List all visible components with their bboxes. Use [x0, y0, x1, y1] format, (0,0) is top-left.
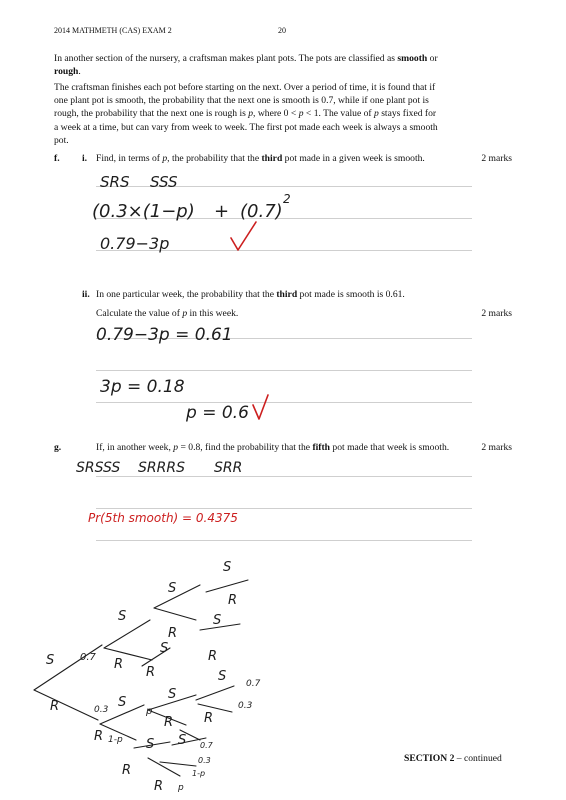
tree-label: S — [146, 737, 155, 752]
hw-f-i-exponent: 2 — [283, 192, 291, 206]
hw-g-seq-3: SRR — [214, 460, 243, 476]
hw-f-i-plus: + — [214, 201, 230, 222]
hw-f-ii-line-2: 3p = 0.18 — [100, 377, 185, 397]
tree-label: S — [218, 669, 227, 684]
tree-label: 0.7 — [200, 741, 213, 750]
tree-label: 0.3 — [94, 705, 109, 715]
hw-f-i-answer: 0.79−3p — [100, 234, 170, 253]
tree-label: R — [114, 657, 124, 672]
question-f-ii-text-2: Calculate the value of p in this week. — [96, 308, 239, 319]
tree-label: R — [168, 626, 178, 641]
intro-paragraph-2: The craftsman finishes each pot before starting on the next. Over a period of time, it is found that if one plant pot is smooth, the probability that the next one is smooth is 0.7, while if one plant pot is rough, the probability that the next one is rough is p, where 0 < p < 1. The value of p stays fixed for a week at a time, but can vary from week to week. The first pot made each week is always a smooth pot. — [54, 82, 438, 146]
tree-label: S — [168, 687, 177, 702]
tree-label: R — [50, 699, 60, 714]
tree-label: R — [228, 593, 238, 608]
page-number: 20 — [278, 26, 286, 35]
tree-label: R — [164, 715, 174, 730]
intro-paragraph-1: In another section of the nursery, a craftsman makes plant pots. The pots are classified as smooth or rough. — [54, 53, 438, 78]
marks-f-i: 2 marks — [481, 153, 512, 164]
tree-label: S — [160, 641, 169, 656]
tree-label: 1-p — [108, 735, 123, 745]
marks-g: 2 marks — [481, 442, 512, 453]
tree-label: R — [204, 711, 214, 726]
tree-label: 1-p — [192, 769, 206, 778]
hw-sss: SSS — [150, 173, 178, 191]
tree-label: S — [178, 733, 187, 748]
question-f-i-label: i. — [82, 153, 88, 164]
hw-g-seq-1: SRSSS — [76, 460, 121, 476]
tree-label: R — [146, 665, 156, 680]
question-f-number: f. — [54, 153, 60, 164]
hw-srs: SRS — [100, 173, 130, 191]
tree-label: R — [122, 763, 132, 778]
tree-label: 0.3 — [238, 701, 253, 711]
tree-label: S — [118, 609, 127, 624]
hw-g-answer: Pr(5th smooth) = 0.4375 — [88, 511, 238, 525]
hw-g-seq-2: SRRRS — [138, 460, 185, 476]
tree-label: R — [154, 779, 164, 794]
question-f-i-text: Find, in terms of p, the probability that the third pot made in a given week is smooth. — [96, 153, 425, 164]
hw-f-ii-line-1: 0.79−3p = 0.61 — [96, 325, 233, 345]
question-f-ii-label: ii. — [82, 289, 90, 300]
tree-label: R — [94, 729, 104, 744]
tree-label: S — [213, 613, 222, 628]
hw-f-i-term-1: (0.3×(1−p) — [92, 201, 195, 222]
probability-tree — [34, 580, 248, 776]
marks-f-ii: 2 marks — [481, 308, 512, 319]
tree-label: 0.7 — [246, 679, 261, 689]
section-continued-footer: SECTION 2 – continued — [404, 753, 502, 764]
question-g-text: If, in another week, p = 0.8, find the probability that the fifth pot made that week is smooth. — [96, 442, 450, 453]
tree-label: 0.7 — [80, 652, 96, 663]
red-tick-icon — [231, 222, 256, 250]
tree-label: S — [46, 653, 55, 668]
hw-f-i-term-2: (0.7) — [240, 201, 283, 222]
tree-label: p — [146, 706, 153, 717]
hw-f-ii-line-3: p = 0.6 — [186, 403, 249, 423]
tree-label: p — [178, 783, 184, 793]
tree-label: S — [118, 695, 127, 710]
question-g-number: g. — [54, 442, 62, 453]
question-f-ii-text: In one particular week, the probability that the third pot made is smooth is 0.61. — [96, 289, 405, 300]
tree-label: S — [223, 560, 232, 575]
tree-label: S — [168, 581, 177, 596]
red-tick-icon — [253, 395, 268, 419]
exam-header: 2014 MATHMETH (CAS) EXAM 2 — [54, 26, 172, 35]
tree-label: 0.3 — [198, 756, 211, 765]
tree-label: R — [208, 649, 218, 664]
